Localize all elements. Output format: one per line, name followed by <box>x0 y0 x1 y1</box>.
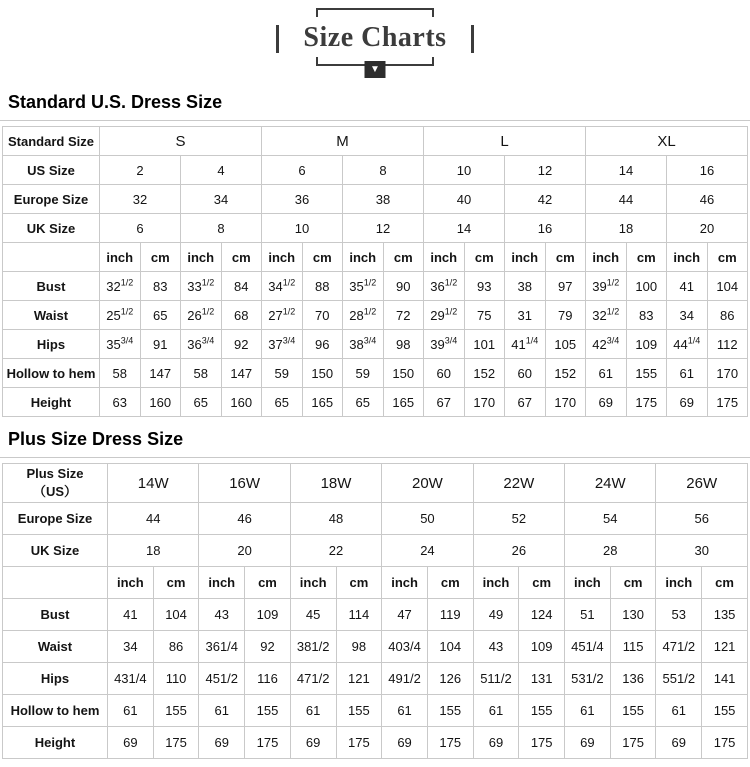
table-cell: 110 <box>153 663 199 695</box>
row-label <box>3 243 100 272</box>
table-cell: 165 <box>383 388 424 417</box>
table-cell: 471/2 <box>290 663 336 695</box>
table-cell: 381/2 <box>290 631 336 663</box>
table-cell: 22 <box>290 535 381 567</box>
row-label: Waist <box>3 301 100 330</box>
table-row <box>3 388 748 417</box>
table-cell: 69 <box>473 727 519 759</box>
table-cell: $41^{1/4}$ <box>505 330 546 359</box>
table-cell: 155 <box>336 695 382 727</box>
table-cell: 14W <box>108 464 199 503</box>
table-cell: 8 <box>343 156 424 185</box>
table-cell: inch <box>473 567 519 599</box>
table-cell: 38 <box>505 272 546 301</box>
table-cell: 91 <box>140 330 181 359</box>
table-row <box>3 695 748 727</box>
table-cell: 41 <box>667 272 708 301</box>
table-cell: cm <box>221 243 262 272</box>
table-cell: M <box>262 127 424 156</box>
table-cell: 98 <box>336 631 382 663</box>
row-label: Standard Size <box>3 127 100 156</box>
table-cell: $27^{1/2}$ <box>262 301 303 330</box>
table-cell: 10 <box>262 214 343 243</box>
table-cell: 43 <box>199 599 245 631</box>
table-cell: 104 <box>707 272 748 301</box>
table-row <box>3 272 748 301</box>
table-cell: $25^{1/2}$ <box>100 301 141 330</box>
table-cell: 69 <box>382 727 428 759</box>
table-cell: 451/4 <box>565 631 611 663</box>
table-cell: 511/2 <box>473 663 519 695</box>
table-cell: 59 <box>343 359 384 388</box>
table-cell: 41 <box>108 599 154 631</box>
table-cell: 61 <box>290 695 336 727</box>
table-cell: 65 <box>262 388 303 417</box>
table-cell: 155 <box>153 695 199 727</box>
table-cell: 44 <box>108 503 199 535</box>
table-cell: cm <box>610 567 656 599</box>
row-label: Europe Size <box>3 185 100 214</box>
table-cell: 60 <box>505 359 546 388</box>
table-cell: 4 <box>181 156 262 185</box>
table-row <box>3 127 748 156</box>
table-cell: $42^{3/4}$ <box>586 330 627 359</box>
table-cell: 92 <box>221 330 262 359</box>
table-cell: 69 <box>565 727 611 759</box>
table-cell: 86 <box>707 301 748 330</box>
decorative-bar-right <box>471 25 474 53</box>
table-cell: 88 <box>302 272 343 301</box>
table-cell: 12 <box>505 156 586 185</box>
table-row <box>3 214 748 243</box>
table-cell: 45 <box>290 599 336 631</box>
table-cell: 67 <box>424 388 465 417</box>
table-cell: 104 <box>427 631 473 663</box>
table-cell: 31 <box>505 301 546 330</box>
row-label: US Size <box>3 156 100 185</box>
table-row <box>3 330 748 359</box>
table-cell: 92 <box>245 631 291 663</box>
page-title: Size Charts <box>303 22 447 53</box>
table-row <box>3 464 748 503</box>
table-cell: 175 <box>336 727 382 759</box>
table-row <box>3 301 748 330</box>
table-cell: 61 <box>586 359 627 388</box>
table-row <box>3 535 748 567</box>
table-cell: cm <box>336 567 382 599</box>
table-cell: $44^{1/4}$ <box>667 330 708 359</box>
table-cell: 150 <box>383 359 424 388</box>
table-cell: 175 <box>707 388 748 417</box>
table-cell: cm <box>707 243 748 272</box>
table-cell: 135 <box>702 599 748 631</box>
table-cell: cm <box>245 567 291 599</box>
table-cell: 109 <box>245 599 291 631</box>
table-cell: 52 <box>473 503 564 535</box>
table-cell: 58 <box>181 359 222 388</box>
table-cell: 175 <box>626 388 667 417</box>
standard-section-heading <box>0 90 750 121</box>
table-cell: 61 <box>565 695 611 727</box>
table-cell: 32 <box>100 185 181 214</box>
table-cell: 22W <box>473 464 564 503</box>
standard-heading-text: Standard U.S. Dress Size <box>8 92 223 112</box>
row-label: Europe Size <box>3 503 108 535</box>
table-cell: 551/2 <box>656 663 702 695</box>
table-cell: inch <box>108 567 154 599</box>
table-cell: 431/4 <box>108 663 154 695</box>
table-cell: 2 <box>100 156 181 185</box>
table-cell: 104 <box>153 599 199 631</box>
table-cell: 61 <box>667 359 708 388</box>
table-cell: 61 <box>199 695 245 727</box>
table-cell: inch <box>290 567 336 599</box>
table-cell: 20 <box>667 214 748 243</box>
table-cell: inch <box>667 243 708 272</box>
table-row <box>3 185 748 214</box>
table-cell: 403/4 <box>382 631 428 663</box>
table-cell: 69 <box>290 727 336 759</box>
table-cell: 36 <box>262 185 343 214</box>
table-cell: 24 <box>382 535 473 567</box>
table-row <box>3 156 748 185</box>
table-cell: 60 <box>424 359 465 388</box>
table-cell: 69 <box>656 727 702 759</box>
row-label: Hips <box>3 663 108 695</box>
table-cell: 61 <box>473 695 519 727</box>
table-cell: 67 <box>505 388 546 417</box>
table-cell: cm <box>140 243 181 272</box>
table-cell: 63 <box>100 388 141 417</box>
table-cell: 121 <box>336 663 382 695</box>
table-cell: 131 <box>519 663 565 695</box>
table-cell: 136 <box>610 663 656 695</box>
table-cell: 6 <box>100 214 181 243</box>
table-cell: 14 <box>424 214 505 243</box>
table-cell: 14 <box>586 156 667 185</box>
table-cell: 170 <box>707 359 748 388</box>
table-cell: $32^{1/2}$ <box>100 272 141 301</box>
table-cell: $39^{1/2}$ <box>586 272 627 301</box>
table-cell: 84 <box>221 272 262 301</box>
table-cell: 471/2 <box>656 631 702 663</box>
table-cell: inch <box>424 243 465 272</box>
row-label: Bust <box>3 272 100 301</box>
table-cell: 79 <box>545 301 586 330</box>
table-cell: 12 <box>343 214 424 243</box>
table-cell: 83 <box>140 272 181 301</box>
table-cell: inch <box>181 243 222 272</box>
table-cell: inch <box>343 243 384 272</box>
table-cell: 115 <box>610 631 656 663</box>
table-cell: 175 <box>245 727 291 759</box>
table-cell: 119 <box>427 599 473 631</box>
table-cell: 155 <box>519 695 565 727</box>
table-cell: 155 <box>245 695 291 727</box>
table-cell: 34 <box>108 631 154 663</box>
table-cell: 65 <box>140 301 181 330</box>
table-cell: 124 <box>519 599 565 631</box>
table-cell: 20 <box>199 535 290 567</box>
table-cell: 26W <box>656 464 748 503</box>
table-cell: $35^{3/4}$ <box>100 330 141 359</box>
table-cell: 68 <box>221 301 262 330</box>
table-cell: 155 <box>610 695 656 727</box>
table-cell: 69 <box>586 388 627 417</box>
table-cell: 54 <box>565 503 656 535</box>
table-cell: 361/4 <box>199 631 245 663</box>
decorative-bracket-top <box>316 8 434 17</box>
row-label <box>3 567 108 599</box>
table-cell: 175 <box>519 727 565 759</box>
table-cell: 43 <box>473 631 519 663</box>
size-charts-header <box>0 0 750 90</box>
table-cell: 10 <box>424 156 505 185</box>
table-cell: inch <box>199 567 245 599</box>
table-cell: 16 <box>667 156 748 185</box>
table-cell: 130 <box>610 599 656 631</box>
table-cell: 98 <box>383 330 424 359</box>
table-cell: $37^{3/4}$ <box>262 330 303 359</box>
table-cell: 93 <box>464 272 505 301</box>
table-cell: 51 <box>565 599 611 631</box>
row-label: Hollow to hem <box>3 359 100 388</box>
table-cell: $32^{1/2}$ <box>586 301 627 330</box>
table-cell: 49 <box>473 599 519 631</box>
table-cell: 150 <box>302 359 343 388</box>
row-label: UK Size <box>3 214 100 243</box>
table-cell: 155 <box>702 695 748 727</box>
table-cell: 160 <box>140 388 181 417</box>
table-cell: cm <box>302 243 343 272</box>
table-cell: 50 <box>382 503 473 535</box>
table-cell: 28 <box>565 535 656 567</box>
table-cell: 16W <box>199 464 290 503</box>
table-cell: $33^{1/2}$ <box>181 272 222 301</box>
table-cell: inch <box>262 243 303 272</box>
table-cell: $35^{1/2}$ <box>343 272 384 301</box>
table-cell: $29^{1/2}$ <box>424 301 465 330</box>
table-cell: 46 <box>667 185 748 214</box>
table-cell: 100 <box>626 272 667 301</box>
table-cell: 116 <box>245 663 291 695</box>
row-label: Waist <box>3 631 108 663</box>
table-cell: inch <box>656 567 702 599</box>
table-cell: 47 <box>382 599 428 631</box>
table-cell: 69 <box>108 727 154 759</box>
table-cell: 86 <box>153 631 199 663</box>
table-cell: 170 <box>545 388 586 417</box>
table-cell: cm <box>427 567 473 599</box>
table-cell: cm <box>702 567 748 599</box>
table-cell: cm <box>519 567 565 599</box>
table-cell: cm <box>464 243 505 272</box>
table-cell: 175 <box>427 727 473 759</box>
table-cell: 69 <box>667 388 708 417</box>
table-cell: 101 <box>464 330 505 359</box>
plus-section-heading <box>0 427 750 458</box>
table-cell: 61 <box>382 695 428 727</box>
table-cell: $39^{3/4}$ <box>424 330 465 359</box>
table-cell: 18 <box>586 214 667 243</box>
table-row <box>3 567 748 599</box>
table-row <box>3 503 748 535</box>
table-cell: 175 <box>153 727 199 759</box>
table-cell: 114 <box>336 599 382 631</box>
table-cell: 69 <box>199 727 245 759</box>
table-cell: 152 <box>545 359 586 388</box>
table-cell: 16 <box>505 214 586 243</box>
table-row <box>3 359 748 388</box>
table-cell: 6 <box>262 156 343 185</box>
table-cell: 30 <box>656 535 748 567</box>
table-cell: 97 <box>545 272 586 301</box>
table-row <box>3 727 748 759</box>
row-label: Height <box>3 388 100 417</box>
table-cell: XL <box>586 127 748 156</box>
table-cell: 34 <box>667 301 708 330</box>
table-cell: 70 <box>302 301 343 330</box>
table-cell: 531/2 <box>565 663 611 695</box>
table-cell: 44 <box>586 185 667 214</box>
table-row <box>3 599 748 631</box>
table-cell: 58 <box>100 359 141 388</box>
table-cell: 109 <box>519 631 565 663</box>
plus-size-table <box>2 463 748 759</box>
table-cell: 56 <box>656 503 748 535</box>
table-cell: 109 <box>626 330 667 359</box>
table-row <box>3 663 748 695</box>
table-cell: 75 <box>464 301 505 330</box>
row-label: Height <box>3 727 108 759</box>
table-cell: 491/2 <box>382 663 428 695</box>
table-cell: 34 <box>181 185 262 214</box>
table-cell: $38^{3/4}$ <box>343 330 384 359</box>
table-cell: $36^{3/4}$ <box>181 330 222 359</box>
table-cell: 8 <box>181 214 262 243</box>
table-cell: 65 <box>343 388 384 417</box>
table-cell: 38 <box>343 185 424 214</box>
table-cell: 141 <box>702 663 748 695</box>
table-cell: 175 <box>610 727 656 759</box>
table-cell: 105 <box>545 330 586 359</box>
table-cell: $34^{1/2}$ <box>262 272 303 301</box>
table-cell: $28^{1/2}$ <box>343 301 384 330</box>
plus-heading-text: Plus Size Dress Size <box>8 429 184 449</box>
standard-size-table <box>2 126 748 417</box>
table-cell: 26 <box>473 535 564 567</box>
table-cell: 53 <box>656 599 702 631</box>
table-cell: 18 <box>108 535 199 567</box>
table-cell: 147 <box>140 359 181 388</box>
table-cell: 155 <box>626 359 667 388</box>
row-label: Hips <box>3 330 100 359</box>
table-cell: 451/2 <box>199 663 245 695</box>
table-cell: 147 <box>221 359 262 388</box>
table-cell: 72 <box>383 301 424 330</box>
table-cell: S <box>100 127 262 156</box>
table-cell: 90 <box>383 272 424 301</box>
row-label: Hollow to hem <box>3 695 108 727</box>
table-cell: inch <box>382 567 428 599</box>
row-label: Plus Size （US） <box>3 464 108 503</box>
table-cell: 83 <box>626 301 667 330</box>
table-cell: 152 <box>464 359 505 388</box>
table-row <box>3 243 748 272</box>
table-cell: cm <box>545 243 586 272</box>
down-arrow-icon: ▼ <box>365 61 386 78</box>
table-cell: 175 <box>702 727 748 759</box>
table-cell: inch <box>505 243 546 272</box>
table-cell: 61 <box>108 695 154 727</box>
table-cell: 61 <box>656 695 702 727</box>
row-label: UK Size <box>3 535 108 567</box>
table-cell: 59 <box>262 359 303 388</box>
table-cell: inch <box>586 243 627 272</box>
table-cell: cm <box>626 243 667 272</box>
table-cell: 48 <box>290 503 381 535</box>
table-cell: L <box>424 127 586 156</box>
table-cell: 46 <box>199 503 290 535</box>
table-cell: 65 <box>181 388 222 417</box>
table-cell: 121 <box>702 631 748 663</box>
table-cell: 18W <box>290 464 381 503</box>
table-cell: cm <box>153 567 199 599</box>
table-cell: 24W <box>565 464 656 503</box>
table-cell: 96 <box>302 330 343 359</box>
table-cell: 40 <box>424 185 505 214</box>
table-cell: $36^{1/2}$ <box>424 272 465 301</box>
table-cell: 170 <box>464 388 505 417</box>
table-cell: 112 <box>707 330 748 359</box>
table-row <box>3 631 748 663</box>
table-cell: 42 <box>505 185 586 214</box>
table-cell: 155 <box>427 695 473 727</box>
table-cell: inch <box>100 243 141 272</box>
row-label: Bust <box>3 599 108 631</box>
table-cell: $26^{1/2}$ <box>181 301 222 330</box>
table-cell: 160 <box>221 388 262 417</box>
table-cell: 20W <box>382 464 473 503</box>
table-cell: 126 <box>427 663 473 695</box>
table-cell: 165 <box>302 388 343 417</box>
table-cell: cm <box>383 243 424 272</box>
table-cell: inch <box>565 567 611 599</box>
